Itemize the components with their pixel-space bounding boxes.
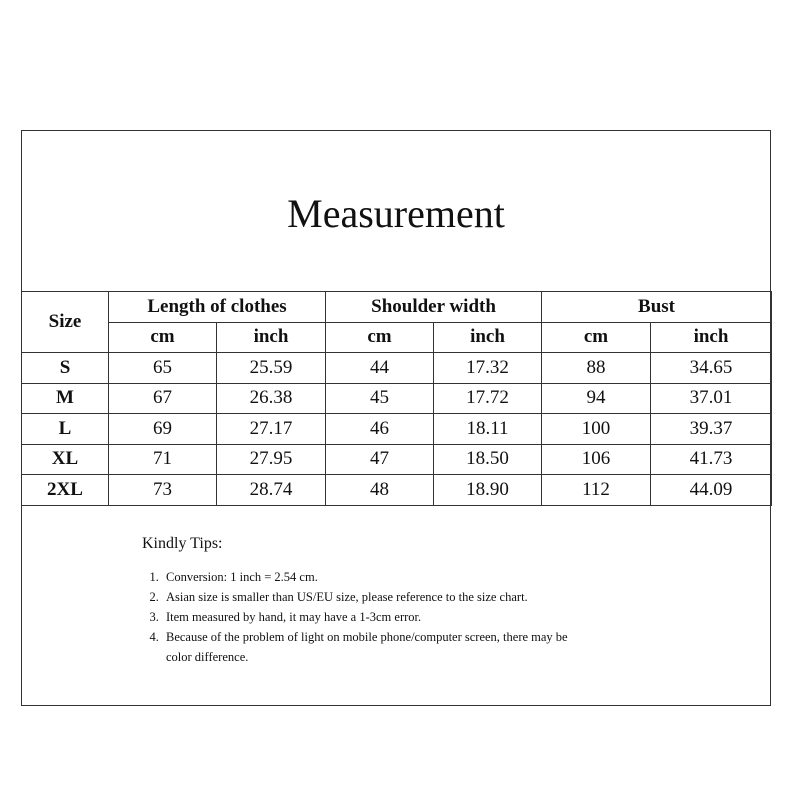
header-row — [22, 292, 772, 323]
tip-item: 1. Conversion: 1 inch = 2.54 cm. — [162, 567, 582, 587]
tips-list — [142, 567, 582, 667]
value-cell: 48 — [326, 475, 434, 506]
value-cell: 71 — [109, 444, 217, 475]
value-cell: 18.90 — [434, 475, 542, 506]
value-cell: 27.17 — [217, 414, 326, 445]
value-cell: 17.32 — [434, 353, 542, 384]
value-cell: 34.65 — [651, 353, 772, 384]
value-cell: 44.09 — [651, 475, 772, 506]
header-size: Size — [22, 292, 109, 353]
size-table — [21, 291, 772, 506]
value-cell: 17.72 — [434, 383, 542, 414]
value-cell: 106 — [542, 444, 651, 475]
size-cell: XL — [22, 444, 109, 475]
unit-cell: cm — [109, 322, 217, 353]
header-length: Length of clothes — [109, 292, 326, 323]
unit-cell: inch — [434, 322, 542, 353]
value-cell: 25.59 — [217, 353, 326, 384]
table-row — [22, 414, 772, 445]
value-cell: 112 — [542, 475, 651, 506]
table-row — [22, 475, 772, 506]
value-cell: 88 — [542, 353, 651, 384]
tips-section — [142, 535, 582, 667]
size-cell: 2XL — [22, 475, 109, 506]
value-cell: 67 — [109, 383, 217, 414]
value-cell: 27.95 — [217, 444, 326, 475]
unit-cell: cm — [326, 322, 434, 353]
value-cell: 46 — [326, 414, 434, 445]
header-bust: Bust — [542, 292, 772, 323]
table-row — [22, 444, 772, 475]
value-cell: 44 — [326, 353, 434, 384]
size-cell: M — [22, 383, 109, 414]
value-cell: 41.73 — [651, 444, 772, 475]
unit-row — [22, 322, 772, 353]
header-shoulder: Shoulder width — [326, 292, 542, 323]
table-row — [22, 353, 772, 384]
value-cell: 18.50 — [434, 444, 542, 475]
tip-item: 2. Asian size is smaller than US/EU size, please reference to the size chart. — [162, 587, 582, 607]
value-cell: 39.37 — [651, 414, 772, 445]
value-cell: 69 — [109, 414, 217, 445]
size-cell: L — [22, 414, 109, 445]
value-cell: 45 — [326, 383, 434, 414]
value-cell: 65 — [109, 353, 217, 384]
page-title: Measurement — [287, 190, 505, 236]
size-cell: S — [22, 353, 109, 384]
value-cell: 37.01 — [651, 383, 772, 414]
value-cell: 47 — [326, 444, 434, 475]
value-cell: 26.38 — [217, 383, 326, 414]
tips-heading: Kindly Tips: — [142, 535, 223, 552]
size-chart — [21, 130, 771, 706]
value-cell: 100 — [542, 414, 651, 445]
unit-cell: inch — [651, 322, 772, 353]
unit-cell: inch — [217, 322, 326, 353]
tip-item: 3. Item measured by hand, it may have a 1-3cm error. — [162, 607, 582, 627]
tip-item: 4. Because of the problem of light on mobile phone/computer screen, there may be color difference. — [162, 627, 582, 667]
unit-cell: cm — [542, 322, 651, 353]
value-cell: 94 — [542, 383, 651, 414]
value-cell: 73 — [109, 475, 217, 506]
table-row — [22, 383, 772, 414]
value-cell: 28.74 — [217, 475, 326, 506]
value-cell: 18.11 — [434, 414, 542, 445]
